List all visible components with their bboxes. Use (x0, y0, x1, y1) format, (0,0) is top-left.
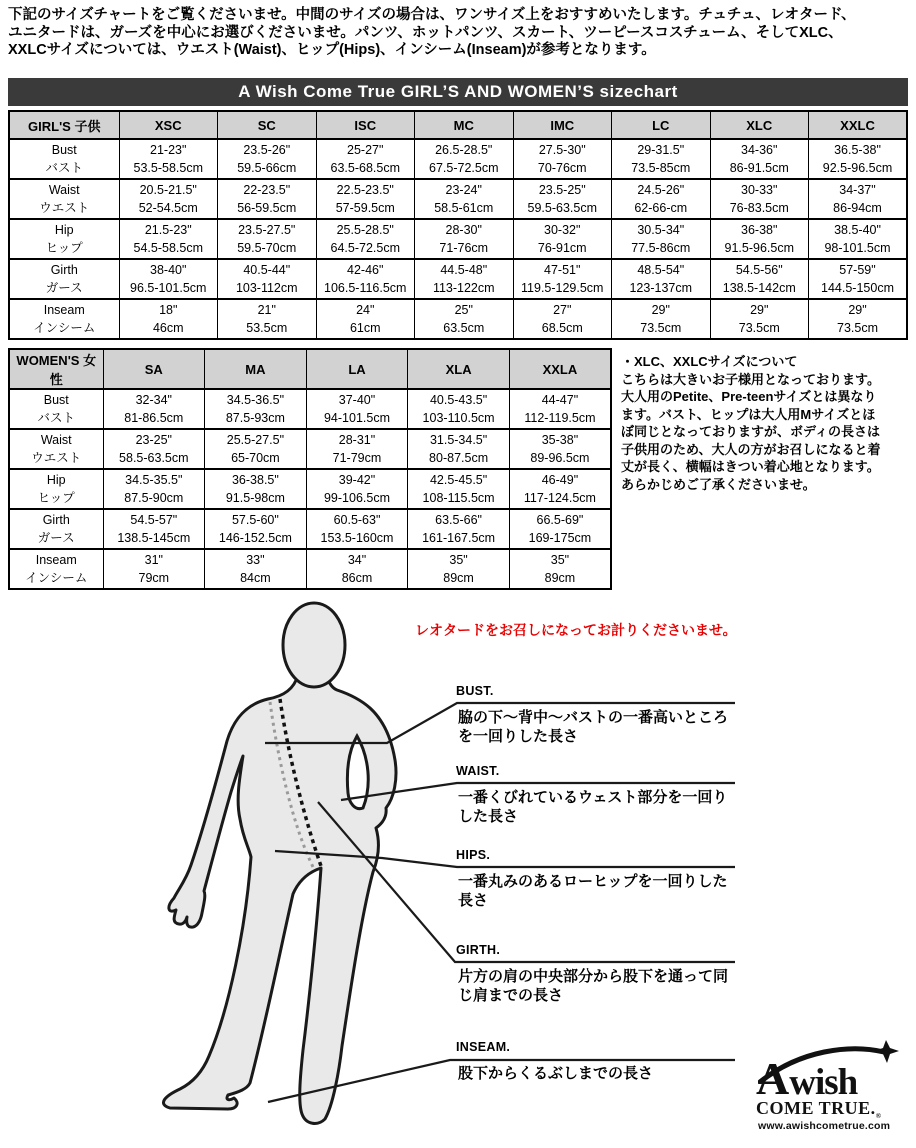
title-bar (8, 78, 908, 106)
row-label-cell: Hip ヒップ (9, 469, 103, 509)
row-label-cell: Girth ガース (9, 259, 119, 299)
hips-description (458, 872, 748, 910)
girth-description (458, 967, 748, 1005)
note-line: 子供用のため、大人の方がお召しになると着 (621, 441, 881, 457)
logo-letter-a: A (756, 1053, 790, 1104)
page-title: A Wish Come True GIRL’S AND WOMEN’S sizechart (238, 82, 678, 101)
girls-table-corner: GIRL'S 子供 (9, 111, 119, 139)
size-cell: 34.5-36.5" 87.5-93cm (205, 389, 307, 429)
size-column-header: ISC (316, 111, 415, 139)
size-cell: 25" 63.5cm (415, 299, 514, 339)
size-column-header: MA (205, 349, 307, 389)
row-label-cell: Waist ウエスト (9, 429, 103, 469)
girls-table-header-row (9, 111, 907, 139)
row-label-cell: Bust バスト (9, 139, 119, 179)
size-cell: 29" 73.5cm (809, 299, 908, 339)
note-line: 丈が長く、横幅はきつい着心地となります。 (621, 459, 880, 474)
size-cell: 30-32" 76-91cm (513, 219, 612, 259)
row-label-cell: Hip ヒップ (9, 219, 119, 259)
size-cell: 54.5-56" 138.5-142cm (710, 259, 809, 299)
note-line: ・XLC、XXLCサイズについて (621, 354, 798, 369)
size-cell: 32-34" 81-86.5cm (103, 389, 205, 429)
womens-table-header-row (9, 349, 611, 389)
size-cell: 23.5-27.5" 59.5-70cm (218, 219, 317, 259)
size-cell: 34-37" 86-94cm (809, 179, 908, 219)
size-cell: 48.5-54" 123-137cm (612, 259, 711, 299)
womens-size-table (8, 348, 612, 590)
size-cell: 29-31.5" 73.5-85cm (612, 139, 711, 179)
size-cell: 57.5-60" 146-152.5cm (205, 509, 307, 549)
size-column-header: XLC (710, 111, 809, 139)
note-line: ます。バスト、ヒップは大人用Mサイズとほ (621, 406, 876, 422)
size-cell: 35" 89cm (408, 549, 510, 589)
logo-tagline-text: COME TRUE. (756, 1098, 876, 1118)
bust-description (458, 708, 748, 746)
size-cell: 38-40" 96.5-101.5cm (119, 259, 218, 299)
description-line: 脇の下〜背中〜バストの一番高いところ (458, 709, 729, 726)
description-line: 一番丸みのあるローヒップを一回りした (458, 873, 728, 890)
note-line: 大人用のPetite、Pre-teenサイズとは異なり (621, 389, 877, 404)
description-line: 片方の肩の中央部分から股下を通って同 (458, 968, 729, 985)
size-cell: 24" 61cm (316, 299, 415, 339)
size-cell: 63.5-66" 161-167.5cm (408, 509, 510, 549)
size-row (9, 299, 907, 339)
size-cell: 44-47" 112-119.5cm (509, 389, 611, 429)
xlc-note (621, 353, 913, 493)
description-line: を一回りした長さ (458, 728, 579, 745)
description-line: 長さ (458, 892, 489, 909)
size-cell: 25-27" 63.5-68.5cm (316, 139, 415, 179)
size-column-header: IMC (513, 111, 612, 139)
size-cell: 18" 46cm (119, 299, 218, 339)
size-cell: 60.5-63" 153.5-160cm (306, 509, 408, 549)
size-cell: 28-31" 71-79cm (306, 429, 408, 469)
size-cell: 21.5-23" 54.5-58.5cm (119, 219, 218, 259)
size-cell: 27" 68.5cm (513, 299, 612, 339)
size-cell: 36-38" 91.5-96.5cm (710, 219, 809, 259)
size-cell: 35-38" 89-96.5cm (509, 429, 611, 469)
note-line: あらかじめご了承くださいませ。 (621, 476, 816, 492)
size-row (9, 259, 907, 299)
intro-text (8, 7, 910, 60)
intro-line: ユニタードは、ガーズを中心にお選びくださいませ。パンツ、ホットパンツ、スカート、ツーピースコスチューム、そしてXLC、 (8, 24, 843, 41)
size-cell: 34.5-35.5" 87.5-90cm (103, 469, 205, 509)
size-cell: 40.5-43.5" 103-110.5cm (408, 389, 510, 429)
size-cell: 47-51" 119.5-129.5cm (513, 259, 612, 299)
row-label-cell: Bust バスト (9, 389, 103, 429)
size-cell: 34" 86cm (306, 549, 408, 589)
size-cell: 54.5-57" 138.5-145cm (103, 509, 205, 549)
note-line: こちらは大きいお子様用となっております。 (621, 371, 880, 387)
size-column-header: LC (612, 111, 711, 139)
waist-label: WAIST. (456, 764, 500, 778)
size-cell: 30-33" 76-83.5cm (710, 179, 809, 219)
size-column-header: SA (103, 349, 205, 389)
size-cell: 35" 89cm (509, 549, 611, 589)
bust-label: BUST. (456, 684, 494, 698)
logo-url: www.awishcometrue.com (758, 1120, 891, 1132)
size-cell: 20.5-21.5" 52-54.5cm (119, 179, 218, 219)
row-label-cell: Waist ウエスト (9, 179, 119, 219)
size-cell: 38.5-40" 98-101.5cm (809, 219, 908, 259)
size-row (9, 549, 611, 589)
size-row (9, 469, 611, 509)
description-line: 股下からくるぶしまでの長さ (458, 1065, 654, 1082)
size-cell: 36-38.5" 91.5-98cm (205, 469, 307, 509)
intro-line: 下記のサイズチャートをご覧くださいませ。中間のサイズの場合は、ワンサイズ上をおすすめいたします。チュチュ、レオタード、 (8, 7, 856, 23)
womens-table-corner: WOMEN'S 女性 (9, 349, 103, 389)
measuring-instruction: レオタードをお召しになってお計りくださいませ。 (415, 622, 737, 638)
size-column-header: LA (306, 349, 408, 389)
waist-description (458, 788, 748, 826)
size-column-header: XLA (408, 349, 510, 389)
size-column-header: MC (415, 111, 514, 139)
size-cell: 29" 73.5cm (612, 299, 711, 339)
size-cell: 29" 73.5cm (710, 299, 809, 339)
registered-mark: ® (875, 1112, 882, 1120)
size-cell: 23-25" 58.5-63.5cm (103, 429, 205, 469)
size-cell: 57-59" 144.5-150cm (809, 259, 908, 299)
size-cell: 23.5-25" 59.5-63.5cm (513, 179, 612, 219)
size-row (9, 429, 611, 469)
size-cell: 34-36" 86-91.5cm (710, 139, 809, 179)
description-line: した長さ (458, 808, 519, 825)
size-cell: 39-42" 99-106.5cm (306, 469, 408, 509)
size-cell: 23.5-26" 59.5-66cm (218, 139, 317, 179)
size-row (9, 509, 611, 549)
size-column-header: XXLC (809, 111, 908, 139)
size-cell: 21" 53.5cm (218, 299, 317, 339)
description-line: 一番くびれているウェスト部分を一回り (458, 789, 728, 806)
size-cell: 21-23" 53.5-58.5cm (119, 139, 218, 179)
size-row (9, 219, 907, 259)
row-label-cell: Girth ガース (9, 509, 103, 549)
size-cell: 36.5-38" 92.5-96.5cm (809, 139, 908, 179)
note-line: ぼ同じとなっておりますが、ボディの長さは (621, 424, 880, 439)
size-cell: 31.5-34.5" 80-87.5cm (408, 429, 510, 469)
size-cell: 42.5-45.5" 108-115.5cm (408, 469, 510, 509)
size-cell: 25.5-27.5" 65-70cm (205, 429, 307, 469)
hips-label: HIPS. (456, 848, 491, 862)
size-cell: 33" 84cm (205, 549, 307, 589)
size-row (9, 139, 907, 179)
size-cell: 40.5-44" 103-112cm (218, 259, 317, 299)
size-cell: 46-49" 117-124.5cm (509, 469, 611, 509)
size-column-header: XSC (119, 111, 218, 139)
figure-head (283, 603, 345, 687)
size-cell: 44.5-48" 113-122cm (415, 259, 514, 299)
inseam-label: INSEAM. (456, 1040, 511, 1054)
size-cell: 22-23.5" 56-59.5cm (218, 179, 317, 219)
size-cell: 42-46" 106.5-116.5cm (316, 259, 415, 299)
size-row (9, 389, 611, 429)
size-cell: 66.5-69" 169-175cm (509, 509, 611, 549)
size-column-header: XXLA (509, 349, 611, 389)
size-cell: 24.5-26" 62-66-cm (612, 179, 711, 219)
inseam-description (458, 1064, 748, 1083)
logo-word-rest: wish (789, 1062, 858, 1103)
girth-label: GIRTH. (456, 943, 501, 957)
size-cell: 37-40" 94-101.5cm (306, 389, 408, 429)
size-cell: 26.5-28.5" 67.5-72.5cm (415, 139, 514, 179)
size-row (9, 179, 907, 219)
description-line: じ肩までの長さ (458, 987, 564, 1004)
size-cell: 27.5-30" 70-76cm (513, 139, 612, 179)
size-cell: 30.5-34" 77.5-86cm (612, 219, 711, 259)
size-column-header: SC (218, 111, 317, 139)
size-cell: 31" 79cm (103, 549, 205, 589)
intro-line: XXLCサイズについては、ウエスト(Waist)、ヒップ(Hips)、インシーム(Inseam)が参考となります。 (8, 42, 656, 58)
logo-tagline (756, 1098, 881, 1120)
row-label-cell: Inseam インシーム (9, 299, 119, 339)
size-cell: 23-24" 58.5-61cm (415, 179, 514, 219)
size-cell: 28-30" 71-76cm (415, 219, 514, 259)
size-cell: 22.5-23.5" 57-59.5cm (316, 179, 415, 219)
row-label-cell: Inseam インシーム (9, 549, 103, 589)
brand-logo (752, 1046, 912, 1138)
size-cell: 25.5-28.5" 64.5-72.5cm (316, 219, 415, 259)
girls-size-table (8, 110, 908, 340)
